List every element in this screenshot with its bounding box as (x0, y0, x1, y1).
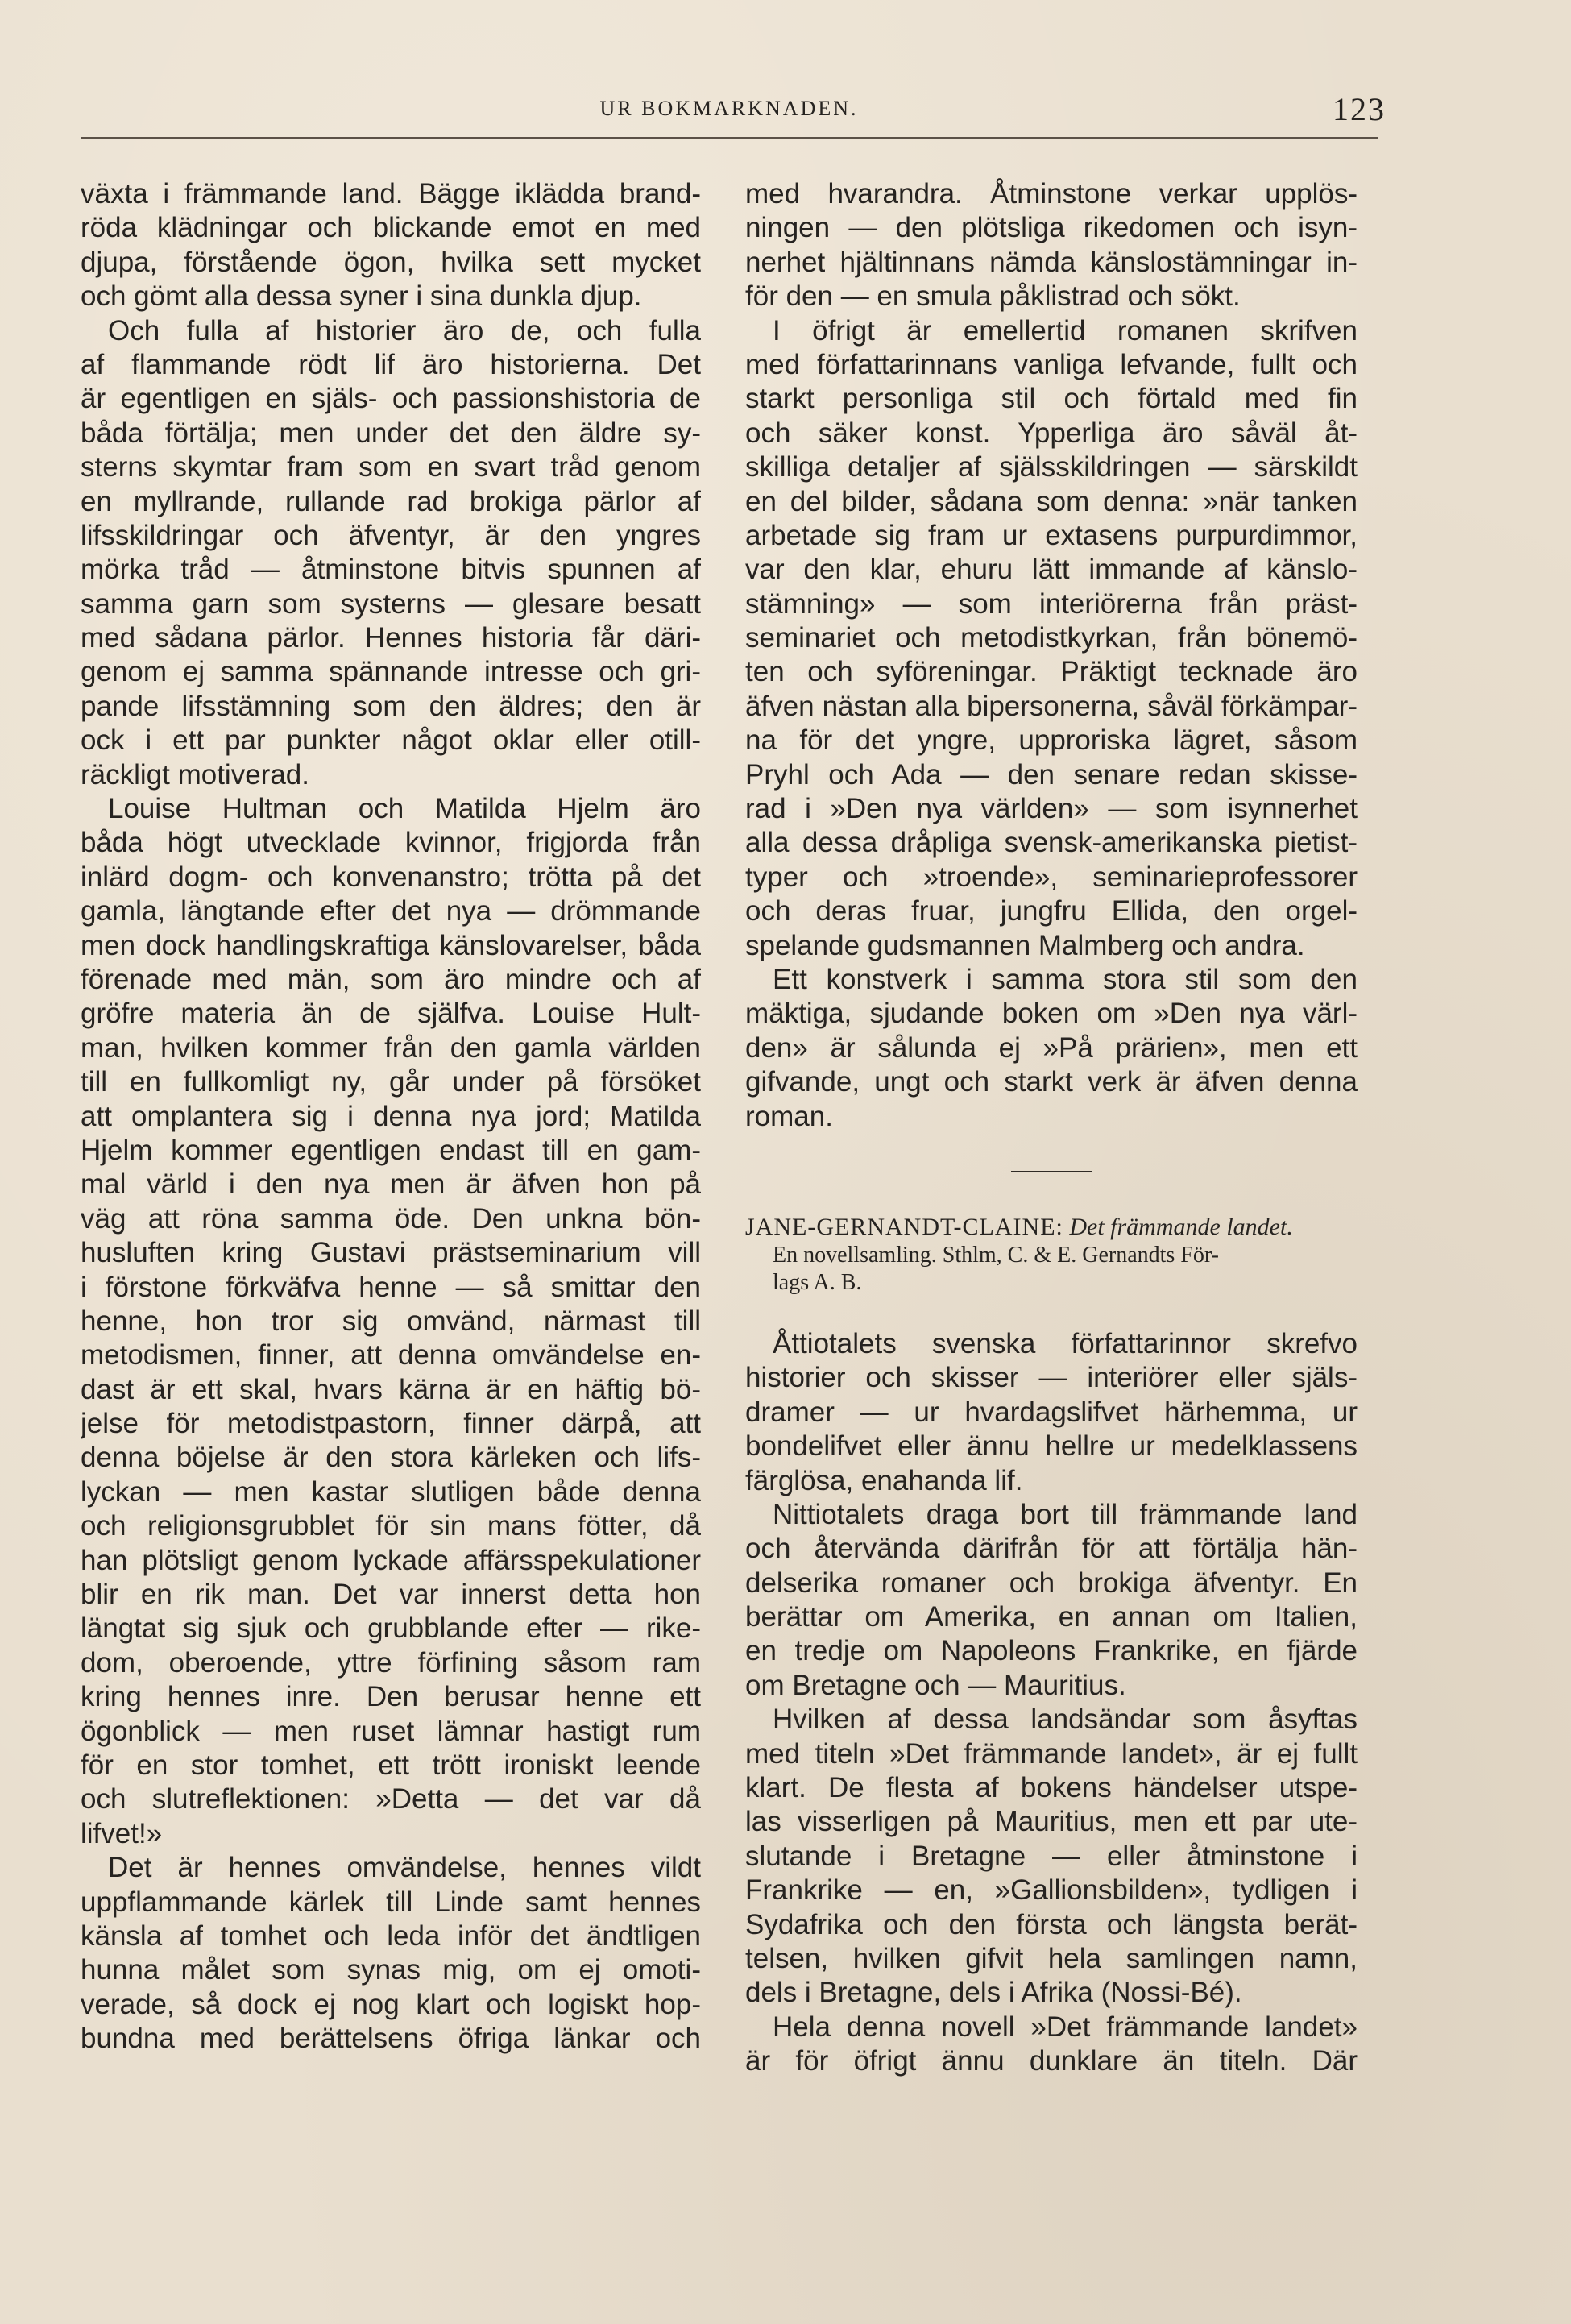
text-line: räckligt motiverad. (81, 758, 309, 791)
text-line: Sydafrika och den första och längsta berät- (745, 1908, 1358, 1940)
text-line: Nittiotalets draga bort till främmande land (773, 1498, 1358, 1530)
text-line: hunna målet som synas mig, om ej omoti- (81, 1954, 701, 1986)
text-line: röda klädningar och blickande emot en med (81, 212, 701, 244)
text-line: bondelifvet eller ännu hellre ur medelklassens (745, 1430, 1358, 1463)
text-line: med hvarandra. Åtminstone verkar upplös- (745, 178, 1358, 210)
text-line: ten och syföreningar. Präktigt tecknade äro (745, 656, 1358, 688)
text-line: att omplantera sig i denna nya jord; Matilda (81, 1100, 701, 1132)
text-line: mal värld i den nya men är äfven hon på (81, 1168, 701, 1201)
text-line: henne, hon tror sig omvänd, närmast till (81, 1305, 701, 1337)
text-line: bundna med berättelsens öfriga länkar och (81, 2023, 701, 2055)
text-line: gamla, längtande efter det nya — drömmande (81, 895, 701, 928)
text-line: till en fullkomligt ny, går under på försöket (81, 1066, 701, 1098)
text-line: klart. De flesta af bokens händelser utspe- (745, 1772, 1358, 1804)
text-line: och deras fruar, jungfru Ellida, den orgel- (745, 895, 1358, 928)
text-line: stämning» — som interiörerna från präst- (745, 587, 1358, 620)
text-line: och återvända därifrån för att förtälja hän- (745, 1533, 1358, 1565)
page-header (81, 89, 1386, 137)
text-line: är egentligen en själs- och passionshistoria de (81, 383, 701, 415)
text-line: Pryhl och Ada — den senare redan skisse- (745, 758, 1358, 791)
text-line: sterns skymtar fram som en svart tråd genom (81, 451, 701, 483)
text-line: kring hennes inre. Den berusar henne ett (81, 1681, 701, 1713)
text-line: Hjelm kommer egentligen endast till en gam- (81, 1134, 701, 1166)
text-line: nerhet hjältinnans nämda känslostämningar in- (745, 246, 1358, 278)
text-line: båda högt utvecklade kvinnor, frigjorda från (81, 827, 701, 859)
text-line: typer och »troende», seminarieprofessorer (745, 861, 1358, 893)
text-line: var den klar, ehuru lätt immande af känslo- (745, 554, 1358, 586)
text-line: och religionsgrubblet för sin mans fötter, då (81, 1510, 701, 1542)
text-line: båda förtälja; men under det den äldre sy- (81, 417, 701, 449)
text-line: historier och skisser — interiörer eller själs- (745, 1362, 1358, 1394)
text-line: dom, oberoende, yttre förfining såsom ram (81, 1646, 701, 1679)
text-line: dramer — ur hvardagslifvet härhemma, ur (745, 1396, 1358, 1428)
text-line: starkt personliga stil och förtald med fin (745, 383, 1358, 415)
text-line: är för öfrigt ännu dunklare än titeln. Där (745, 2045, 1358, 2077)
right-column (745, 177, 1358, 2079)
text-line: spelande gudsmannen Malmberg och andra. (745, 929, 1305, 961)
text-line: roman. (745, 1100, 833, 1132)
text-line: växta i främmande land. Bägge iklädda brand- (81, 178, 701, 210)
text-line: inlärd dogm- och konvenanstro; trötta på det (81, 861, 701, 893)
text-line: verade, så dock ej nog klart och logiskt hop- (81, 1988, 701, 2020)
text-line: för den — en smula påklistrad och sökt. (745, 280, 1241, 313)
page-number: 123 (1333, 91, 1386, 127)
text-line: om Bretagne och — Mauritius. (745, 1669, 1126, 1701)
text-line: husluften kring Gustavi prästseminarium vill (81, 1237, 701, 1269)
text-line: lifvet!» (81, 1817, 163, 1849)
text-line: af flammande rödt lif äro historierna. Det (81, 348, 701, 380)
text-line: med sådana pärlor. Hennes historia får däri- (81, 622, 701, 654)
text-line: dels i Bretagne, dels i Afrika (Nossi-Bé). (745, 1977, 1242, 2009)
text-line: pande lifsstämning som den äldres; den är (81, 690, 701, 722)
text-line: telsen, hvilken gifvit hela samlingen namn, (745, 1942, 1358, 1974)
text-line: han plötsligt genom lyckade affärsspekulationer (81, 1544, 701, 1576)
text-line: Hvilken af dessa landsändar som åsyftas (773, 1704, 1358, 1736)
review-heading (745, 1213, 1358, 1297)
review-author: JANE-GERNANDT-CLAINE: (745, 1213, 1063, 1240)
review-title: Det främmande landet. (1069, 1213, 1293, 1240)
text-line: längtat sig sjuk och grubblande efter — rike- (81, 1612, 701, 1645)
text-line: lyckan — men kastar slutligen både denna (81, 1475, 701, 1508)
text-line: känsla af tomhet och leda inför det ändtligen (81, 1919, 701, 1952)
text-line: man, hvilken kommer från den gamla världen (81, 1031, 701, 1064)
text-line: äfven nästan alla bipersonerna, såväl förkämpar- (745, 690, 1358, 722)
text-line: en del bilder, sådana som denna: »när tanken (745, 485, 1358, 517)
text-line: Ett konstverk i samma stora stil som den (773, 963, 1358, 995)
spacer (745, 1297, 1358, 1327)
text-line: ögonblick — men ruset lämnar hastigt rum (81, 1715, 701, 1747)
text-line: djupa, förstående ögon, hvilka sett mycket (81, 246, 701, 278)
text-line: slutande i Bretagne — eller åtminstone i (745, 1840, 1358, 1872)
text-line: uppflammande kärlek till Linde samt hennes (81, 1886, 701, 1918)
text-line: ock i ett par punkter något oklar eller otill- (81, 724, 701, 757)
text-line: I öfrigt är emellertid romanen skrifven (773, 314, 1358, 347)
text-line: gröfre materia än de själfva. Louise Hult- (81, 998, 701, 1030)
text-line: förenade med män, som äro mindre och af (81, 963, 701, 995)
text-line: alla dessa dråpliga svensk-amerikanska pietist- (745, 827, 1358, 859)
text-line: Frankrike — en, »Gallionsbilden», tydligen i (745, 1874, 1358, 1907)
running-head: UR BOKMARKNADEN. (599, 97, 859, 120)
text-line: med författarinnans vanliga lefvande, fullt och (745, 348, 1358, 380)
text-line: väg att röna samma öde. Den unkna bön- (81, 1202, 701, 1235)
text-line: metodismen, finner, att denna omvändelse en- (81, 1339, 701, 1372)
text-line: seminariet och metodistkyrkan, från bönemö- (745, 622, 1358, 654)
text-line: men dock handlingskraftiga känslovarelser, båda (81, 929, 701, 961)
text-line: samma garn som systerns — glesare besatt (81, 587, 701, 620)
header-rule (81, 137, 1378, 139)
left-column (81, 177, 701, 2056)
text-line: blir en rik man. Det var innerst detta hon (81, 1579, 701, 1611)
text-line: las visserligen på Mauritius, men ett par ute- (745, 1806, 1358, 1838)
text-line: arbetade sig fram ur extasens purpurdimmor, (745, 519, 1358, 551)
text-line: rad i »Den nya världen» — som isynnerhet (745, 793, 1358, 825)
text-line: Louise Hultman och Matilda Hjelm äro (108, 793, 701, 825)
text-line: skilliga detaljer af själsskildringen — särskildt (745, 451, 1358, 483)
text-line: berättar om Amerika, en annan om Italien, (745, 1601, 1358, 1633)
text-line: i förstone förkväfva henne — så smittar den (81, 1271, 701, 1303)
text-line: ningen — den plötsliga rikedomen och isyn- (745, 212, 1358, 244)
review-publisher-line: En novellsamling. Sthlm, C. & E. Gernandts För- (773, 1242, 1219, 1268)
text-line: Hela denna novell »Det främmande landet» (773, 2011, 1358, 2043)
text-line: färglösa, enahanda lif. (745, 1464, 1023, 1496)
text-line: och slutreflektionen: »Detta — det var då (81, 1783, 701, 1816)
text-line: en myllrande, rullande rad brokiga pärlor af (81, 485, 701, 517)
text-line: gifvande, ungt och starkt verk är äfven denna (745, 1066, 1358, 1098)
text-line: denna böjelse är den stora kärleken och lifs- (81, 1442, 701, 1474)
text-line: och säker konst. Ypperliga äro såväl åt- (745, 417, 1358, 449)
text-line: jelse för metodistpastorn, finner därpå, att (81, 1408, 701, 1440)
text-line: genom ej samma spännande intresse och gri- (81, 656, 701, 688)
text-line: Och fulla af historier äro de, och fulla (108, 314, 701, 347)
text-line: lifsskildringar och äfventyr, är den yngres (81, 519, 701, 551)
text-line: Det är hennes omvändelse, hennes vildt (108, 1852, 701, 1884)
section-divider (1011, 1171, 1092, 1172)
text-line: na för det yngre, upproriska lägret, såsom (745, 724, 1358, 757)
text-line: dast är ett skal, hvars kärna är en häftig bö- (81, 1373, 701, 1405)
text-line: Åttiotalets svenska författarinnor skrefvo (773, 1327, 1358, 1359)
text-line: den» är sålunda ej »På prärien», men ett (745, 1031, 1358, 1064)
text-line: delserika romaner och brokiga äfventyr. En (745, 1567, 1358, 1599)
text-line: mörka tråd — åtminstone bitvis spunnen af (81, 554, 701, 586)
text-line: och gömt alla dessa syner i sina dunkla djup. (81, 280, 642, 313)
text-line: med titeln »Det främmande landet», är ej fullt (745, 1737, 1358, 1770)
review-publisher-line: lags A. B. (773, 1269, 862, 1295)
text-line: för en stor tomhet, ett trött ironiskt leende (81, 1749, 701, 1781)
text-line: mäktiga, sjudande boken om »Den nya värl- (745, 998, 1358, 1030)
text-line: en tredje om Napoleons Frankrike, en fjärde (745, 1635, 1358, 1667)
